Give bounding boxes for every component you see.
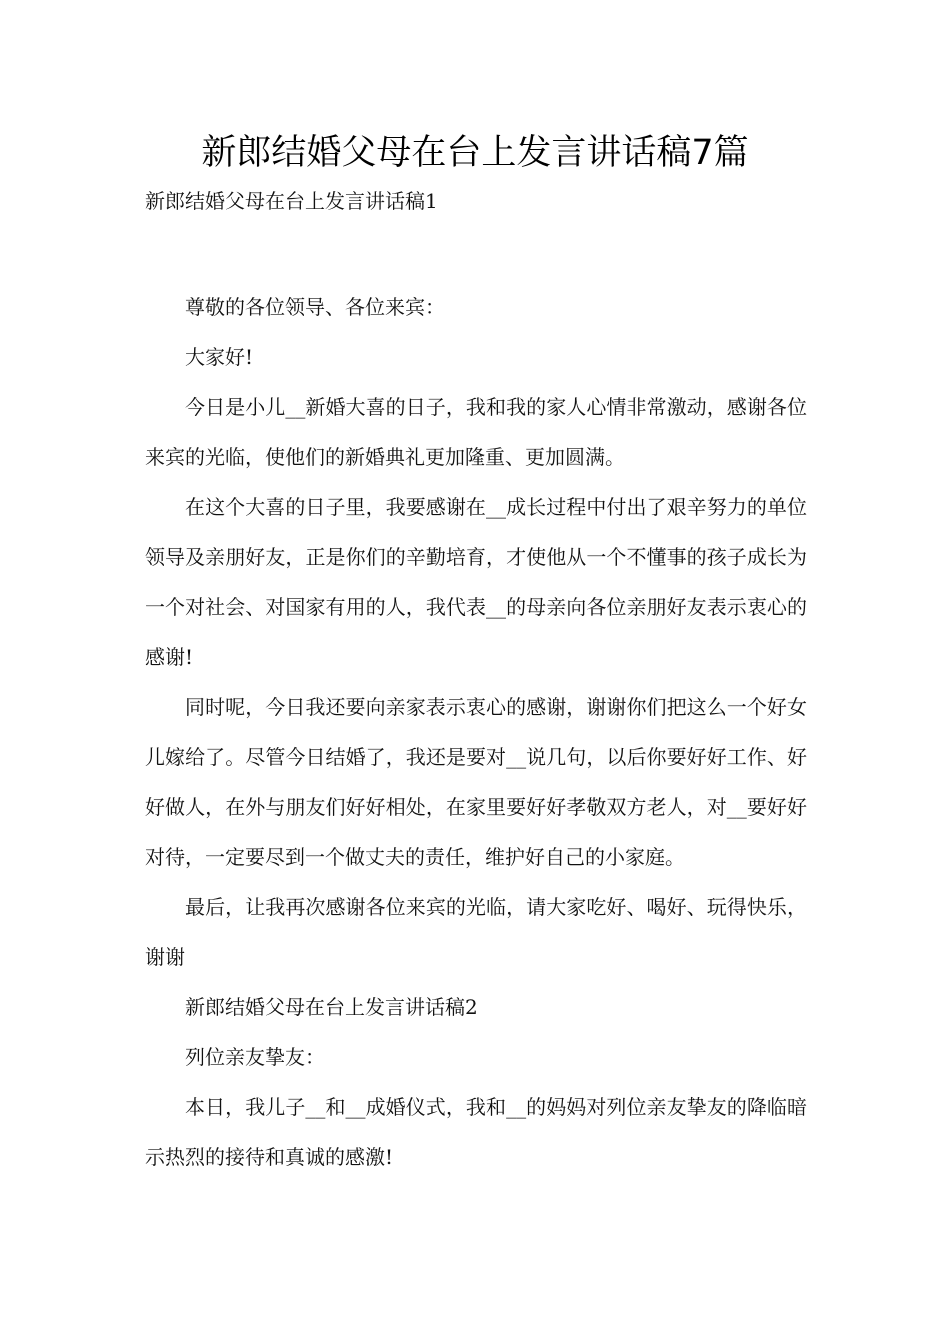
paragraph: 本日，我儿子__和__成婚仪式，我和__的妈妈对列位亲友挚友的降临暗示热烈的接待和真诚的感激! <box>145 1095 807 1169</box>
paragraph-salutation: 列位亲友挚友： <box>185 1045 325 1069</box>
section-heading-2: 新郎结婚父母在台上发言讲话稿2 <box>185 995 478 1019</box>
section-heading-1: 新郎结婚父母在台上发言讲话稿1 <box>145 189 438 213</box>
document-title: 新郎结婚父母在台上发言讲话稿7篇 <box>201 133 749 173</box>
paragraph: 最后，让我再次感谢各位来宾的光临，请大家吃好、喝好、玩得快乐，谢谢 <box>145 895 807 969</box>
paragraph-salutation: 尊敬的各位领导、各位来宾： <box>185 295 445 319</box>
paragraph: 在这个大喜的日子里，我要感谢在__成长过程中付出了艰辛努力的单位领导及亲朋好友，正是你们的辛勤培育，才使他从一个不懂事的孩子成长为一个对社会、对国家有用的人，我代表__的母亲向各位亲朋好友表示衷心的感谢! <box>145 495 807 669</box>
paragraph-greeting: 大家好! <box>185 345 254 369</box>
paragraph: 今日是小儿__新婚大喜的日子，我和我的家人心情非常激动，感谢各位来宾的光临，使他们的新婚典礼更加隆重、更加圆满。 <box>145 395 807 469</box>
document-body <box>145 282 807 1182</box>
paragraph: 同时呢，今日我还要向亲家表示衷心的感谢，谢谢你们把这么一个好女儿嫁给了。尽管今日结婚了，我还是要对__说几句，以后你要好好工作、好好做人，在外与朋友们好好相处，在家里要好好孝敬双方老人，对__要好好对待，一定要尽到一个做丈夫的责任，维护好自己的小家庭。 <box>145 695 807 869</box>
